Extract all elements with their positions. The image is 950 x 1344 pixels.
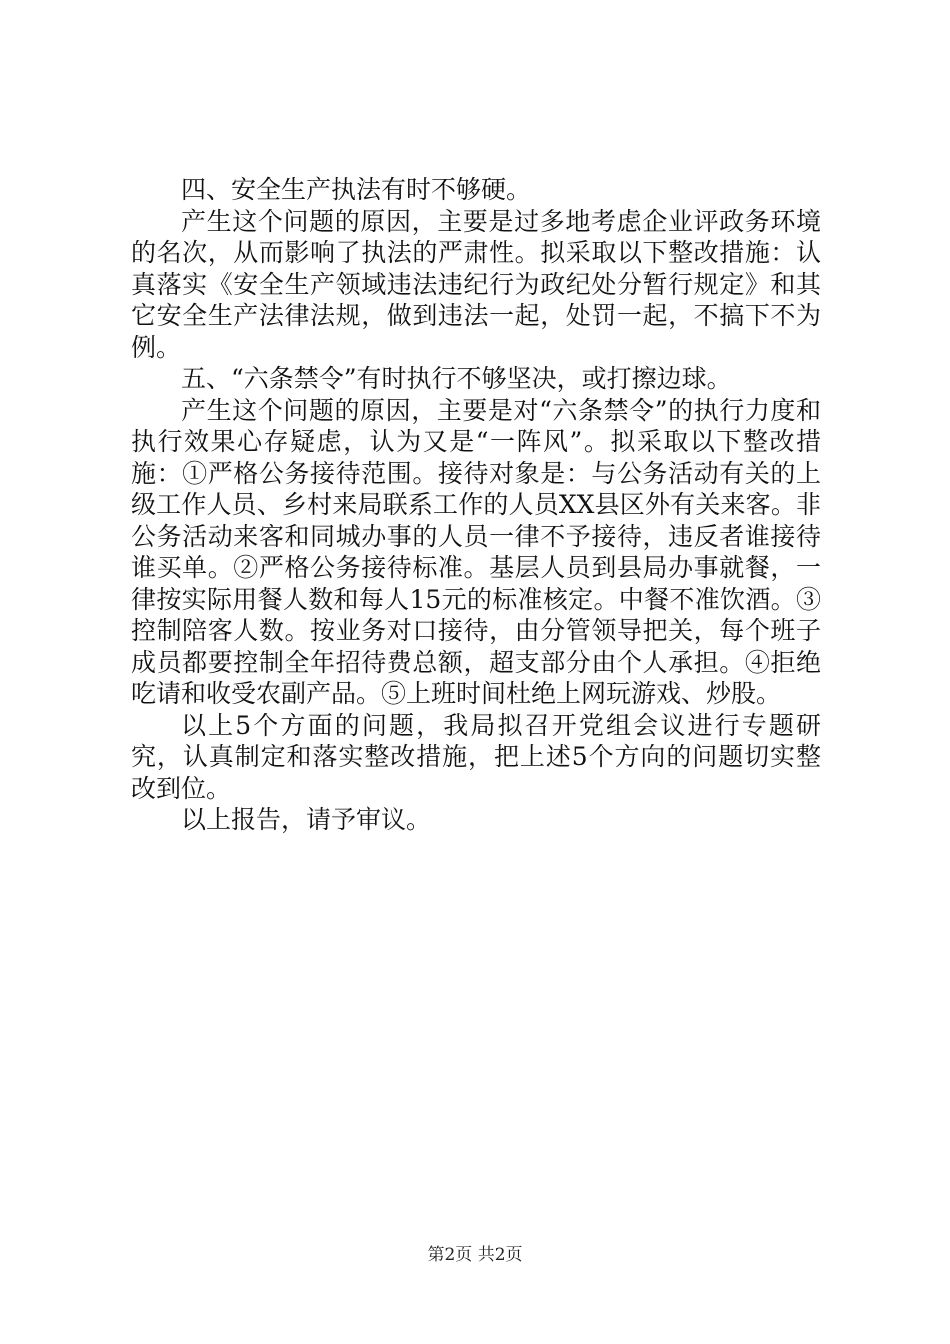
- document-body: [131, 174, 821, 836]
- section-heading-4: 四、安全生产执法有时不够硬。: [181, 175, 532, 204]
- paragraph-cause-4: 产生这个问题的原因，主要是过多地考虑企业评政务环境的名次，从而影响了执法的严肃性。拟采取以下整改措施：认真落实《安全生产领域违法违纪行为政纪处分暂行规定》和其它安全生产法律法规，做到违法一起，处罚一起，不搞下不为例。: [131, 206, 821, 362]
- paragraph-cause-5: 产生这个问题的原因，主要是对“六条禁令”的执行力度和执行效果心存疑虑，认为又是“一阵风”。拟采取以下整改措施：①严格公务接待范围。接待对象是：与公务活动有关的上级工作人员、乡村来局联系工作的人员XX县区外有关来客。非公务活动来客和同城办事的人员一律不予接待，违反者谁接待谁买单。②严格公务接待标准。基层人员到县局办事就餐，一律按实际用餐人数和每人15元的标准核定。中餐不准饮酒。③控制陪客人数。按业务对口接待，由分管领导把关，每个班子成员都要控制全年招待费总额，超支部分由个人承担。④拒绝吃请和收受农副产品。⑤上班时间杜绝上网玩游戏、炒股。: [131, 395, 821, 708]
- paragraph-summary: 以上5个方面的问题，我局拟召开党组会议进行专题研究，认真制定和落实整改措施，把上述5个方向的问题切实整改到位。: [131, 710, 821, 803]
- paragraph-closing: 以上报告，请予审议。: [181, 805, 432, 834]
- section-heading-5: 五、“六条禁令”有时执行不够坚决，或打擦边球。: [181, 364, 732, 393]
- page-number-footer: 第2页 共2页: [427, 1245, 523, 1265]
